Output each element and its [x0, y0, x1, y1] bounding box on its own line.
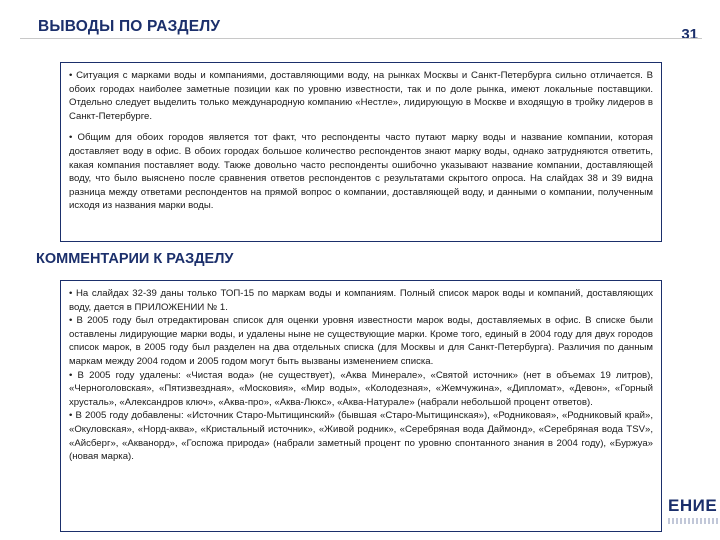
logo-tagline-decoration	[668, 518, 718, 524]
comments-box	[60, 280, 662, 532]
comments-heading: КОММЕНТАРИИ К РАЗДЕЛУ	[36, 251, 234, 267]
page-title: ВЫВОДЫ ПО РАЗДЕЛУ	[38, 18, 221, 35]
page-number: 31	[681, 26, 698, 43]
comment-paragraph-2: • В 2005 году был отредактирован список для оценки уровня известности марок воды, доставляемых в офис. В списке были оставлены лидирующие марки воды, и удалены ныне не существующие марки. Кроме того, единый в 2004 году для двух городов список марок, в 2005 году был разделен на два отдельных списка (для Москвы и для Санкт-Петербурга). Различия по данным маркам между 2004 годом и 2005 годом могут быть вызваны изменением списка.	[69, 315, 653, 367]
comment-paragraph-4: • В 2005 году добавлены: «Источник Старо-Мытищинский» (бывшая «Старо-Мытищинская»), «Родниковая», «Родниковый край», «Окуловская», «Норд-аква», «Кристальный источник», «Живой родник», «Серебряная вода Даймонд», «Серебряная вода TSV», «Айсберг», «Акванорд», «Госпожа природа» (набрали заметный процент по уровню спонтанного знания в 2004 году), «Буржуа» (новая марка).	[69, 410, 653, 463]
comment-paragraph-3: • В 2005 году удалены: «Чистая вода» (не существует), «Аква Минерале», «Святой источник» (нет в объемах 19 литров), «Черноголовская», «Пятизвездная», «Московия», «Мир воды», «Колодезная», «Жемчужина», «Дипломат», «Девон», «Горный хрусталь», «Александров ключ», «Аква-про», «Аква-Люкс», «Аква-Натурале» (набрали небольшой процент ответов).	[69, 369, 653, 408]
conclusions-box	[60, 62, 662, 242]
conclusion-paragraph-2: • Общим для обоих городов является тот факт, что респонденты часто путают марку воды и название компании, которая доставляет воду в офис. В обоих городах большое количество респондентов знают марку воды, однако затрудняются ответить, какая компания поставляет воду. Также довольно часто респонденты ошибочно указывают название компании, доставляющей воду, что было выяснено после сравнения ответов респондентов с результатами скрытого опроса. На слайдах 38 и 39 видна разница между ответами респондентов на прямой вопрос о компании, доставляющей воду, и данными о компании, полученным исходя из названия марки воды.	[69, 132, 653, 212]
conclusion-paragraph-1: • Ситуация с марками воды и компаниями, доставляющими воду, на рынках Москвы и Санкт-Петербурга сильно отличается. В обоих городах наиболее заметные позиции как по уровню известности, так и по доле рынка, имеют локальные поставщики. Отдельно следует выделить только международную компанию «Нестле», лидирующую в Москве и входящую в тройку лидеров в Санкт-Петербурге.	[69, 70, 653, 122]
comment-paragraph-1: • На слайдах 32-39 даны только ТОП-15 по маркам воды и компаниям. Полный список марок воды и компаний, доставляющих воду, дается в ПРИЛОЖЕНИИ № 1.	[69, 288, 653, 313]
company-logo: ЕНИЕ	[668, 496, 718, 515]
title-divider	[20, 38, 702, 39]
